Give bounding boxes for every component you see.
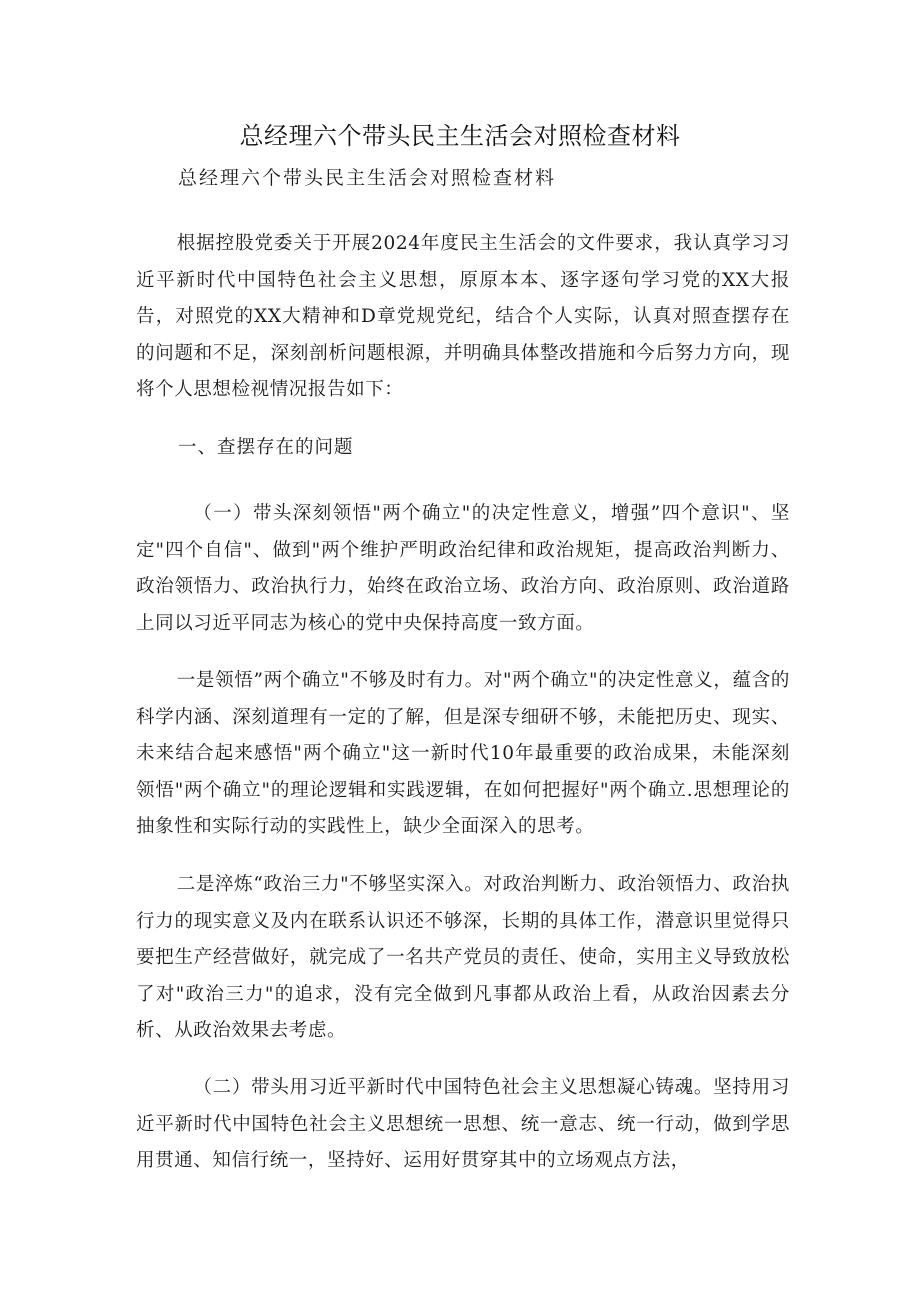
item-1-paragraph: （一）带头深刻领悟"两个确立"的决定性意义，增强”四个意识"、坚定"四个自信"、做到"两个维护严明政治纪律和政治规矩，提高政治判断力、政治领悟力、政治执行力，始终在政治立场、政治方向、政治原则、政治道路上同以习近平同志为核心的党中央保持高度一致方面。 [136, 503, 790, 634]
point-2-paragraph: 二是淬炼“政治三力"不够坚实深入。对政治判断力、政治领悟力、政治执行力的现实意义及内在联系认识还不够深，长期的具体工作，潜意识里觉得只要把生产经营做好，就完成了一名共产党员的责任、使命，实用主义导致放松了对"政治三力"的追求，没有完全做到凡事都从政治上看，从政治因素去分析、从政治效果去考虑。 [136, 874, 790, 1041]
intro-paragraph: 根据控股党委关于开展2024年度民主生活会的文件要求，我认真学习习近平新时代中国特色社会主义思想，原原本本、逐字逐句学习党的XX大报告，对照党的XX大精神和D章党规党纪，结合个人实际，认真对照查摆存在的问题和不足，深刻剖析问题根源，并明确具体整改措施和今后努力方向，现将个人思想检视情况报告如下： [136, 233, 790, 400]
item-2-paragraph: （二）带头用习近平新时代中国特色社会主义思想凝心铸魂。坚持用习近平新时代中国特色社会主义思想统一思想、统一意志、统一行动，做到学思用贯通、知信行统一，坚持好、运用好贯穿其中的立场观点方法， [136, 1077, 790, 1171]
point-1-paragraph: 一是领悟”两个确立"不够及时有力。对"两个确立"的决定性意义，蕴含的科学内涵、深刻道理有一定的了解，但是深专细研不够，未能把历史、现实、未来结合起来感悟"两个确立"这一新时代10年最重要的政治成果，未能深刻领悟"两个确立"的理论逻辑和实践逻辑，在如何把握好"两个确立.思想理论的抽象性和实际行动的实践性上，缺少全面深入的思考。 [136, 670, 790, 837]
section-heading: 一、查摆存在的问题 [178, 437, 354, 458]
document-subtitle: 总经理六个带头民主生活会对照检查材料 [178, 167, 557, 189]
document-title: 总经理六个带头民主生活会对照检查材料 [239, 122, 681, 150]
